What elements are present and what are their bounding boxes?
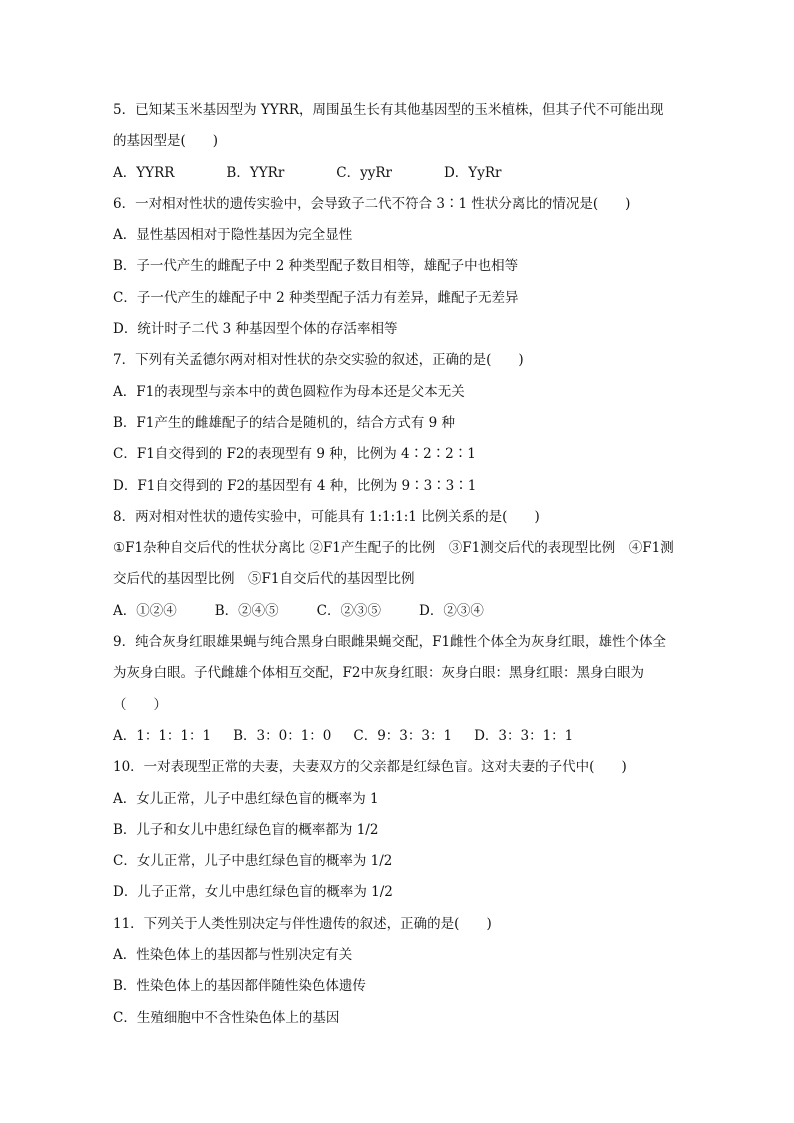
question-stem: 7．下列有关孟德尔两对相对性状的杂交实验的叙述，正确的是( ) — [113, 352, 524, 369]
option-b[interactable]: B．子一代产生的雌配子中 2 种类型配子数目相等，雄配子中也相等 — [113, 258, 519, 275]
option-d[interactable]: D．统计时子二代 3 种基因型个体的存活率相等 — [113, 321, 398, 338]
option-a[interactable]: A．女儿正常，儿子中患红绿色盲的概率为 1 — [113, 790, 379, 807]
question-7 — [113, 350, 693, 506]
question-stem: 的基因型是( ) — [113, 133, 219, 150]
exam-page — [113, 100, 693, 1039]
option-a[interactable]: A．①②④ — [113, 602, 177, 619]
option-b[interactable]: B．F1产生的雌雄配子的结合是随机的，结合方式有 9 种 — [113, 414, 456, 431]
option-d[interactable]: D．YyRr — [443, 164, 502, 181]
option-b[interactable]: B．②④⑤ — [214, 602, 279, 619]
question-9 — [113, 632, 693, 757]
option-b[interactable]: B．YYRr — [226, 164, 285, 181]
option-c[interactable]: C．女儿正常，儿子中患红绿色盲的概率为 1/2 — [113, 853, 393, 870]
question-stem: 5．已知某玉米基因型为 YYRR，周围虽生长有其他基因型的玉米植株，但其子代不可能出现 — [113, 102, 664, 118]
options-row — [113, 163, 693, 194]
question-stem: 11．下列关于人类性别决定与伴性遗传的叙述，正确的是( ) — [113, 915, 492, 932]
question-statement-list: ①F1杂种自交后代的性状分离比 ②F1产生配子的比例 ③F1测交后代的表现型比例 ④F1测 — [113, 540, 674, 557]
question-stem: 9．纯合灰身红眼雄果蝇与纯合黑身白眼雌果蝇交配，F1雌性个体全为灰身红眼，雄性个体全 — [113, 634, 667, 651]
option-a[interactable]: A．YYRR — [113, 164, 175, 181]
option-c[interactable]: C．F1自交得到的 F2的表现型有 9 种，比例为 4∶2∶2∶1 — [113, 446, 476, 463]
question-11 — [113, 914, 693, 1039]
question-stem: 8．两对相对性状的遗传实验中，可能具有 1:1:1:1 比例关系的是( ) — [113, 508, 540, 525]
option-a[interactable]: A．F1的表现型与亲本中的黄色圆粒作为母本还是父本无关 — [113, 383, 465, 400]
option-a[interactable]: A．显性基因相对于隐性基因为完全显性 — [113, 227, 353, 244]
option-c[interactable]: C．②③⑤ — [316, 602, 382, 619]
question-5 — [113, 100, 693, 194]
option-c[interactable]: C．9：3：3：1 — [353, 727, 453, 744]
option-d[interactable]: D．F1自交得到的 F2的基因型有 4 种，比例为 9∶3∶3∶1 — [113, 477, 477, 494]
option-c[interactable]: C．yyRr — [336, 164, 392, 181]
question-6 — [113, 194, 693, 350]
option-a[interactable]: A．性染色体上的基因都与性别决定有关 — [113, 947, 353, 964]
question-8 — [113, 507, 693, 632]
options-row — [113, 726, 693, 757]
option-a[interactable]: A．1：1：1：1 — [113, 727, 212, 744]
option-b[interactable]: B．性染色体上的基因都伴随性染色体遗传 — [113, 978, 366, 995]
question-stem: 6．一对相对性状的遗传实验中，会导致子二代不符合 3∶1 性状分离比的情况是( ) — [113, 195, 631, 212]
question-10 — [113, 757, 693, 913]
option-b[interactable]: B．儿子和女儿中患红绿色盲的概率都为 1/2 — [113, 821, 379, 838]
question-statement-list: 交后代的基因型比例 ⑤F1自交后代的基因型比例 — [113, 571, 415, 588]
options-row — [113, 601, 693, 632]
option-d[interactable]: D．儿子正常，女儿中患红绿色盲的概率为 1/2 — [113, 884, 393, 901]
option-c[interactable]: C．子一代产生的雄配子中 2 种类型配子活力有差异，雌配子无差异 — [113, 289, 519, 306]
option-b[interactable]: B．3：0：1：0 — [233, 727, 332, 744]
answer-bracket: （ ） — [113, 696, 167, 713]
option-d[interactable]: D．3：3：1：1 — [474, 727, 574, 744]
question-stem: 10．一对表现型正常的夫妻，夫妻双方的父亲都是红绿色盲。这对夫妻的子代中( ) — [113, 759, 627, 776]
question-stem: 为灰身白眼。子代雌雄个体相互交配，F2中灰身红眼：灰身白眼：黑身红眼：黑身白眼为 — [113, 665, 644, 682]
option-c[interactable]: C．生殖细胞中不含性染色体上的基因 — [113, 1009, 340, 1026]
option-d[interactable]: D．②③④ — [419, 602, 484, 619]
